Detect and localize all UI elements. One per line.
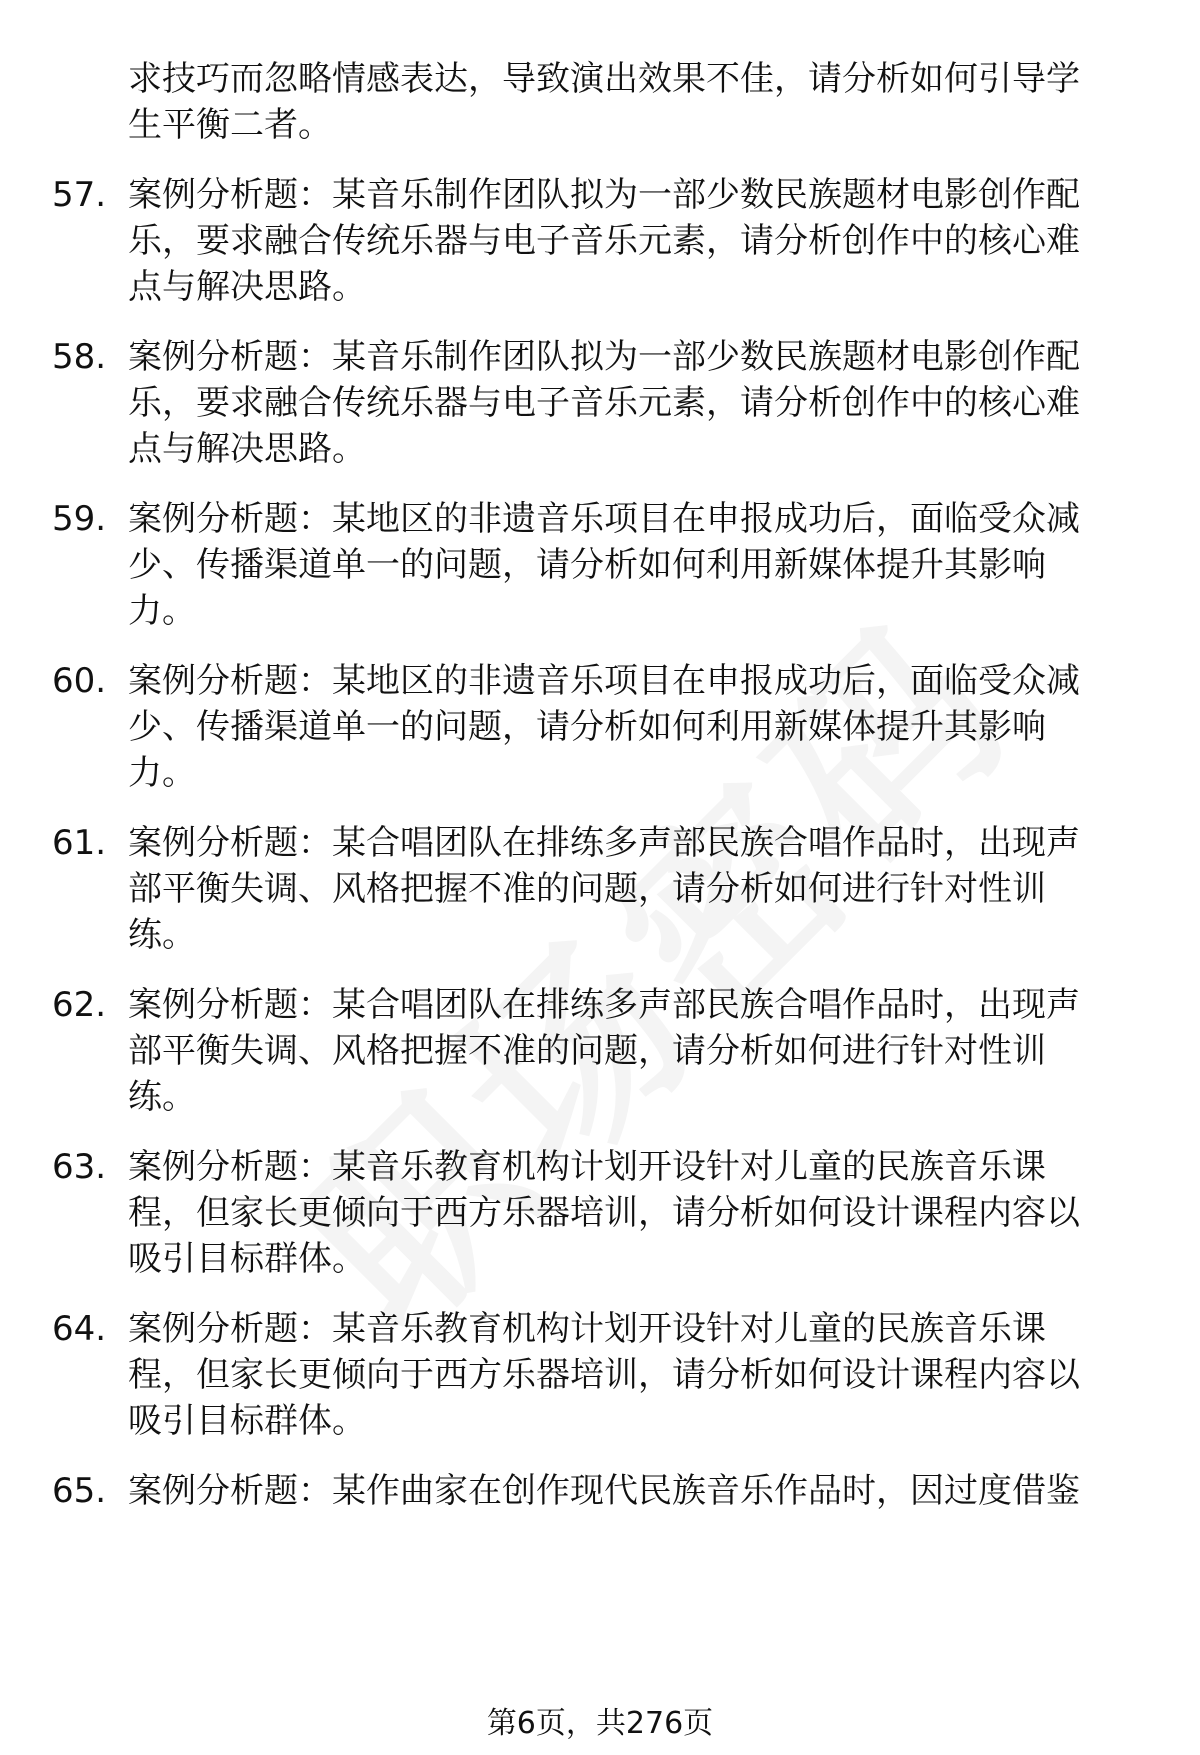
question-line: 案例分析题：某合唱团队在排练多声部民族合唱作品时，出现声	[128, 985, 1080, 1025]
question-line: 案例分析题：某音乐教育机构计划开设针对儿童的民族音乐课	[128, 1309, 1046, 1349]
continuation-line: 求技巧而忽略情感表达，导致演出效果不佳，请分析如何引导学	[128, 59, 1080, 99]
question-line: 练。	[128, 1077, 196, 1117]
question-line: 程，但家长更倾向于西方乐器培训，请分析如何设计课程内容以	[128, 1355, 1080, 1395]
question-line: 案例分析题：某合唱团队在排练多声部民族合唱作品时，出现声	[128, 823, 1080, 863]
question-line: 少、传播渠道单一的问题，请分析如何利用新媒体提升其影响	[128, 545, 1046, 585]
question-line: 案例分析题：某音乐制作团队拟为一部少数民族题材电影创作配	[128, 337, 1080, 377]
question-line: 吸引目标群体。	[128, 1239, 366, 1279]
question-line: 部平衡失调、风格把握不准的问题，请分析如何进行针对性训	[128, 869, 1046, 909]
page-footer: 第6页，共276页	[486, 1706, 714, 1741]
continuation-line: 生平衡二者。	[128, 105, 332, 145]
question-line: 点与解决思路。	[128, 267, 366, 307]
question-line: 乐，要求融合传统乐器与电子音乐元素，请分析创作中的核心难	[128, 383, 1080, 423]
question-number: 65.	[52, 1471, 107, 1511]
question-line: 练。	[128, 915, 196, 955]
question-number: 61.	[52, 823, 107, 863]
question-number: 58.	[52, 337, 107, 377]
question-number: 64.	[52, 1309, 107, 1349]
question-number: 63.	[52, 1147, 107, 1187]
question-number: 57.	[52, 175, 107, 215]
question-line: 案例分析题：某音乐教育机构计划开设针对儿童的民族音乐课	[128, 1147, 1046, 1187]
question-line: 程，但家长更倾向于西方乐器培训，请分析如何设计课程内容以	[128, 1193, 1080, 1233]
question-line: 部平衡失调、风格把握不准的问题，请分析如何进行针对性训	[128, 1031, 1046, 1071]
question-line: 吸引目标群体。	[128, 1401, 366, 1441]
question-line: 案例分析题：某作曲家在创作现代民族音乐作品时，因过度借鉴	[128, 1471, 1080, 1511]
question-line: 案例分析题：某音乐制作团队拟为一部少数民族题材电影创作配	[128, 175, 1080, 215]
question-line: 力。	[128, 591, 196, 631]
question-line: 点与解决思路。	[128, 429, 366, 469]
question-line: 案例分析题：某地区的非遗音乐项目在申报成功后，面临受众减	[128, 661, 1080, 701]
question-line: 乐，要求融合传统乐器与电子音乐元素，请分析创作中的核心难	[128, 221, 1080, 261]
question-number: 62.	[52, 985, 107, 1025]
question-number: 59.	[52, 499, 107, 539]
question-line: 少、传播渠道单一的问题，请分析如何利用新媒体提升其影响	[128, 707, 1046, 747]
question-line: 力。	[128, 753, 196, 793]
question-line: 案例分析题：某地区的非遗音乐项目在申报成功后，面临受众减	[128, 499, 1080, 539]
question-number: 60.	[52, 661, 107, 701]
